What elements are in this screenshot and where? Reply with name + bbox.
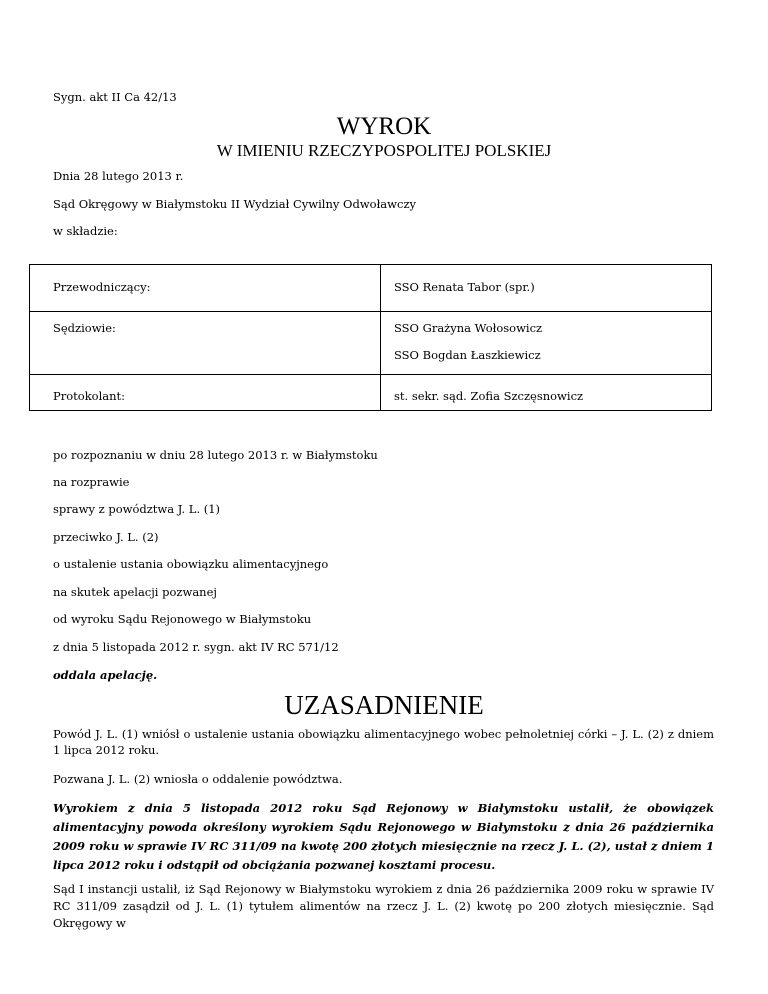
proceedings-line: na skutek apelacji pozwanej [53, 585, 217, 599]
proceedings-line: przeciwko J. L. (2) [53, 530, 159, 544]
composition-table [29, 264, 712, 411]
paragraph-1: Powód J. L. (1) wniósł o ustalenie ustania obowiązku alimentacyjnego wobec pełnoletniej córki – J. L. (2) z dniem 1 lipca 2012 roku. [53, 727, 714, 757]
recorder-label: Protokolant: [53, 389, 126, 403]
date-line: Dnia 28 lutego 2013 r. [53, 169, 184, 183]
paragraph-4: Sąd I instancji ustalił, iż Sąd Rejonowy w Białymstoku wyrokiem z dnia 26 października 2009 roku w sprawie IV RC 311/09 zasądził od J. L. (1) tytułem alimentów na rzecz J. L. (2) kwotę po 200 złotych miesięcznie. Sąd Okręgowy w [53, 882, 714, 930]
judge-1: SSO Grażyna Wołosowicz [394, 321, 543, 335]
judgment-subtitle: W IMIENIU RZECZYPOSPOLITEJ POLSKIEJ [216, 141, 552, 160]
chair-value: SSO Renata Tabor (spr.) [394, 280, 535, 294]
table-row-divider [30, 311, 711, 312]
justification-title: UZASADNIENIE [284, 690, 484, 720]
ruling: oddala apelację. [53, 668, 158, 682]
table-row-divider [30, 374, 711, 375]
proceedings-line: sprawy z powództwa J. L. (1) [53, 502, 221, 516]
proceedings-line: od wyroku Sądu Rejonowego w Białymstoku [53, 612, 312, 626]
case-signature: Sygn. akt II Ca 42/13 [53, 90, 177, 104]
paragraph-2: Pozwana J. L. (2) wniosła o oddalenie powództwa. [53, 772, 343, 786]
proceedings-line: o ustalenie ustania obowiązku alimentacyjnego [53, 557, 329, 571]
composition-intro: w składzie: [53, 224, 118, 238]
judges-label: Sędziowie: [53, 321, 116, 335]
paragraph-3: Wyrokiem z dnia 5 listopada 2012 roku Sąd Rejonowy w Białymstoku ustalił, że obowiązek alimentacyjny powoda określony wyrokiem Sądu Rejonowego w Białymstoku z dnia 26 października 2009 roku w sprawie IV RC 311/09 na kwotę 200 złotych miesięcznie na rzecz J. L. (2), ustał z dniem 1 lipca 2012 roku i odstąpił od obciążania pozwanej kosztami procesu. [53, 801, 714, 872]
proceedings-line: po rozpoznaniu w dniu 28 lutego 2013 r. w Białymstoku [53, 448, 378, 462]
recorder-value: st. sekr. sąd. Zofia Szczęsnowicz [394, 389, 584, 403]
judge-2: SSO Bogdan Łaszkiewicz [394, 348, 541, 362]
proceedings-line: na rozprawie [53, 475, 130, 489]
court-name: Sąd Okręgowy w Białymstoku II Wydział Cywilny Odwoławczy [53, 197, 417, 211]
table-column-divider [380, 265, 381, 410]
chair-label: Przewodniczący: [53, 280, 151, 294]
proceedings-line: z dnia 5 listopada 2012 r. sygn. akt IV RC 571/12 [53, 640, 339, 654]
judgment-title: WYROK [336, 113, 432, 140]
